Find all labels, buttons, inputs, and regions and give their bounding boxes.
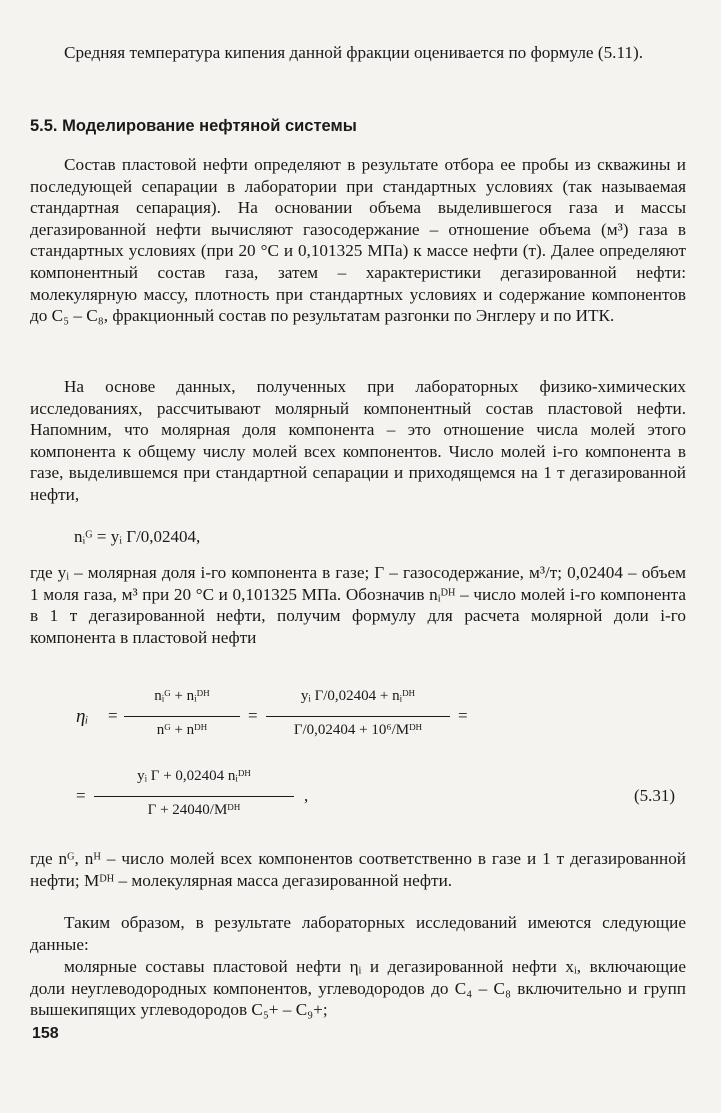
eq-frac2-denominator: Г/0,02404 + 10⁶/Mᴰᴴ — [293, 722, 423, 738]
eq-frac1-line — [124, 716, 240, 717]
paragraph-definitions: где yᵢ – молярная доля i-го компонента в газе; Г – газосодержание, м³/т; 0,02404 – объем 1 моля газа, м³ при 20 °С и 0,101325 МПа. Обозначив nᵢᴰᴴ – число молей i-го компонента в 1 т дегазированной нефти, получим формулу для расчета молярной доли i-го компонента в пластовой нефти — [30, 563, 686, 647]
eq-trailing-comma: , — [304, 786, 309, 805]
eq-equals-4: = — [76, 786, 86, 805]
section-heading: 5.5. Моделирование нефтяной системы — [30, 117, 357, 135]
eq-frac2-line — [266, 716, 450, 717]
eq-frac3-numerator: yᵢ Г + 0,02404 nᵢᴰᴴ — [137, 768, 251, 784]
eq-equals-2: = — [248, 706, 258, 725]
eq-equals-1: = — [108, 706, 118, 725]
page-number: 158 — [32, 1025, 59, 1042]
equation-number: (5.31) — [634, 786, 676, 805]
paragraph-where: где nᴳ, nᴴ – число молей всех компонентов соответственно в газе и 1 т дегазированной нефти; Mᴰᴴ – молекулярная масса дегазированной нефти. — [30, 849, 686, 890]
eq-equals-3: = — [458, 706, 468, 725]
eq-frac1-numerator: nᵢᴳ + nᵢᴰᴴ — [154, 688, 210, 704]
paragraph-molar-composition: На основе данных, полученных при лабораторных физико-химических исследованиях, рассчитывают молярный компонентный состав пластовой нефти. Напомним, что молярная доля компонента – это отношение числа молей этого компонента к общему числу молей всех компонентов. Число молей i-го компонента в газе, выделившемся при стандартной сепарации и приходящемся на 1 т дегазированной нефти, — [30, 377, 686, 504]
eq-frac1-denominator: nᴳ + nᴰᴴ — [156, 722, 208, 738]
paragraph-molar-compositions: молярные составы пластовой нефти ηᵢ и дегазированной нефти xᵢ, включающие доли неуглеводородных компонентов, углеводородов до C₄ – C₈ включительно и групп вышекипящих углеводородов C₅+ – C₉+; — [30, 957, 686, 1020]
formula-gas-moles: nᵢᴳ = yᵢ Г/0,02404, — [74, 527, 201, 546]
intro-paragraph: Средняя температура кипения данной фракции оценивается по формуле (5.11). — [64, 43, 644, 62]
eq-frac3-line — [94, 796, 294, 797]
eq-frac3-denominator: Г + 24040/Mᴰᴴ — [147, 802, 241, 818]
paragraph-composition: Состав пластовой нефти определяют в результате отбора ее пробы из скважины и последующей сепарации в лаборатории при стандартных условиях (так называемая стандартная сепарация). На основании объема выделившегося газа и массы дегазированной нефти вычисляют газосодержание – отношение объема (м³) газа в стандартных условиях (при 20 °С и 0,101325 МПа) к массе нефти (т). Далее определяют компонентный состав газа, затем – характеристики дегазированной нефти: молекулярную массу, плотность при стандартных условиях и содержание компонентов до C₅ – C₈, фракционный состав по результатам разгонки по Энглеру и по ИТК. — [30, 155, 686, 326]
paragraph-summary: Таким образом, в результате лабораторных исследований имеются следующие данные: — [30, 913, 686, 954]
eq-lhs-eta: ηᵢ — [76, 706, 89, 727]
eq-frac2-numerator: yᵢ Г/0,02404 + nᵢᴰᴴ — [300, 688, 416, 704]
